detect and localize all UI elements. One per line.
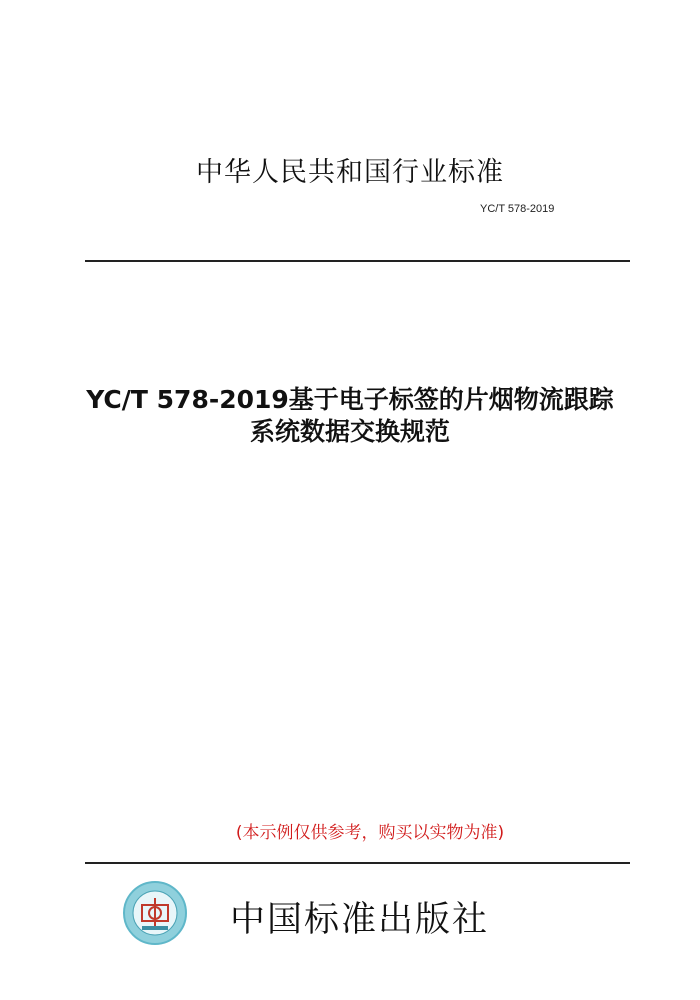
standard-category-title: 中华人民共和国行业标准 xyxy=(196,157,504,188)
publisher-name: 中国标准出版社 xyxy=(230,900,490,940)
sample-notice: (本示例仅供参考，购买以实物为准) xyxy=(235,823,505,843)
publisher-seal-icon xyxy=(122,880,188,946)
bottom-divider xyxy=(85,862,630,864)
document-title-line-1: YC/T 578-2019基于电子标签的片烟物流跟踪 xyxy=(86,385,614,414)
document-title-line-2: 系统数据交换规范 xyxy=(249,417,450,446)
top-divider xyxy=(85,260,630,262)
standard-code: YC/T 578-2019 xyxy=(480,203,555,215)
